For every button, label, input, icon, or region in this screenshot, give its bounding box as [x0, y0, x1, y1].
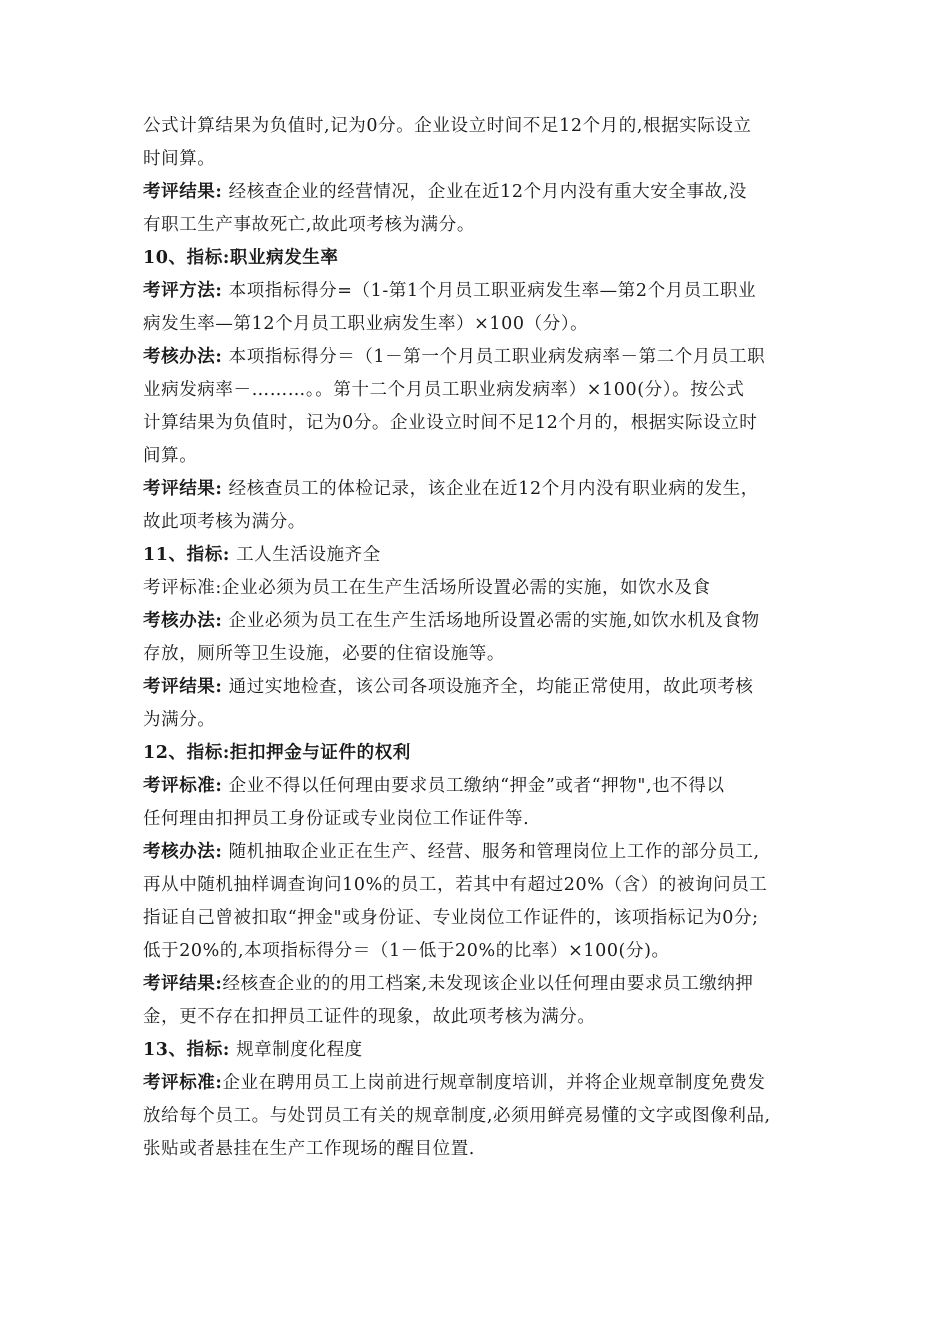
- text-line: [143, 803, 813, 836]
- line-text: 病发生率—第12个月员工职业病发生率）×100（分）。: [143, 314, 589, 334]
- line-text: 考评标准:企业必须为员工在生产生活场所设置必需的实施，如饮水及食: [143, 578, 711, 598]
- text-line: [143, 407, 813, 440]
- line-bold-lead: 考评结果:: [143, 182, 223, 202]
- line-text: 业病发病率－………。。第十二个月员工职业病发病率）×100(分）。按公式: [143, 380, 745, 400]
- section-heading: [143, 242, 813, 275]
- text-line: [143, 1100, 813, 1133]
- line-text: 任何理由扣押员工身份证或专业岗位工作证件等.: [143, 809, 530, 829]
- text-line: [143, 473, 813, 506]
- text-line: [143, 770, 813, 803]
- text-line: [143, 836, 813, 869]
- line-text: 本项指标得分=（1-第1个月员工职亚病发生率—第2个月员工职业: [222, 281, 757, 301]
- line-bold-lead: 考核办法:: [143, 842, 223, 862]
- line-bold-lead: 13、指标:: [143, 1040, 230, 1060]
- text-line: [143, 671, 813, 704]
- text-line: [143, 1133, 813, 1166]
- line-text: 企业不得以任何理由要求员工缴纳“押金”或者“押物",也不得以: [222, 776, 725, 796]
- line-bold-lead: 考评标准:: [143, 1073, 223, 1093]
- line-text: 放给每个员工。与处罚员工有关的规章制度,必须用鲜亮易懂的文字或图像利品,: [143, 1106, 771, 1126]
- text-line: [143, 308, 813, 341]
- line-text: 工人生活设施齐全: [229, 545, 381, 565]
- line-text: 低于20%的,本项指标得分＝（1－低于20%的比率）×100(分)。: [143, 941, 670, 961]
- line-text: 经核查企业的经营情况，企业在近12个月内没有重大安全事故,没: [222, 182, 747, 202]
- text-line: [143, 275, 813, 308]
- line-text: 存放，厕所等卫生设施，必要的住宿设施等。: [143, 644, 505, 664]
- text-line: [143, 506, 813, 539]
- line-bold-lead: 考评结果:: [143, 677, 223, 697]
- section-heading: [143, 1034, 813, 1067]
- line-text: 间算。: [143, 446, 198, 466]
- line-text: 企业在聘用员工上岗前进行规章制度培训，并将企业规章制度免费发: [222, 1073, 766, 1093]
- line-bold-lead: 考评方法:: [143, 281, 223, 301]
- line-text: 指证自己曾被扣取“押金"或身份证、专业岗位工作证件的，该项指标记为0分;: [143, 908, 759, 928]
- line-text: 规章制度化程度: [229, 1040, 363, 1060]
- line-text: 有职工生产事故死亡,故此项考核为满分。: [143, 215, 475, 235]
- line-text: 张贴或者悬挂在生产工作现场的醒目位置.: [143, 1139, 475, 1159]
- text-line: [143, 1067, 813, 1100]
- line-text: 经核查员工的体检记录，该企业在近12个月内没有职业病的发生，: [222, 479, 759, 499]
- line-bold-lead: 考评结果:: [143, 974, 223, 994]
- text-line: [143, 572, 813, 605]
- text-line: [143, 143, 813, 176]
- line-bold-lead: 12、指标:拒扣押金与证件的权利: [143, 743, 411, 763]
- section-heading: [143, 539, 813, 572]
- text-line: [143, 209, 813, 242]
- text-line: [143, 176, 813, 209]
- text-line: [143, 605, 813, 638]
- line-text: 为满分。: [143, 710, 216, 730]
- line-bold-lead: 10、指标:职业病发生率: [143, 248, 339, 268]
- line-text: 随机抽取企业正在生产、经营、服务和管理岗位上工作的部分员工,: [222, 842, 760, 862]
- document-body: [143, 110, 813, 1166]
- line-text: 计算结果为负值时，记为0分。企业设立时间不足12个月的，根据实际设立时: [143, 413, 758, 433]
- text-line: [143, 341, 813, 374]
- text-line: [143, 638, 813, 671]
- line-bold-lead: 考评结果:: [143, 479, 223, 499]
- text-line: [143, 374, 813, 407]
- text-line: [143, 902, 813, 935]
- text-line: [143, 968, 813, 1001]
- line-text: 再从中随机抽样调查询问10%的员工，若其中有超过20%（含）的被询问员工: [143, 875, 768, 895]
- line-text: 本项指标得分＝（1－第一个月员工职业病发病率－第二个月员工职: [222, 347, 766, 367]
- text-line: [143, 1001, 813, 1034]
- text-line: [143, 869, 813, 902]
- line-text: 公式计算结果为负值时,记为0分。企业设立时间不足12个月的,根据实际设立: [143, 116, 752, 136]
- section-heading: [143, 737, 813, 770]
- line-text: 经核查企业的的用工档案,未发现该企业以任何理由要求员工缴纳押: [222, 974, 754, 994]
- text-line: [143, 110, 813, 143]
- text-line: [143, 440, 813, 473]
- line-bold-lead: 考核办法:: [143, 611, 223, 631]
- line-text: 企业必须为员工在生产生活场地所设置必需的实施,如饮水机及食物: [222, 611, 760, 631]
- line-bold-lead: 考核办法:: [143, 347, 223, 367]
- line-text: 时间算。: [143, 149, 216, 169]
- line-text: 故此项考核为满分。: [143, 512, 306, 532]
- line-text: 通过实地检查，该公司各项设施齐全，均能正常使用，故此项考核: [222, 677, 754, 697]
- line-bold-lead: 11、指标:: [143, 545, 230, 565]
- line-text: 金，更不存在扣押员工证件的现象，故此项考核为满分。: [143, 1007, 596, 1027]
- text-line: [143, 704, 813, 737]
- line-bold-lead: 考评标准:: [143, 776, 223, 796]
- text-line: [143, 935, 813, 968]
